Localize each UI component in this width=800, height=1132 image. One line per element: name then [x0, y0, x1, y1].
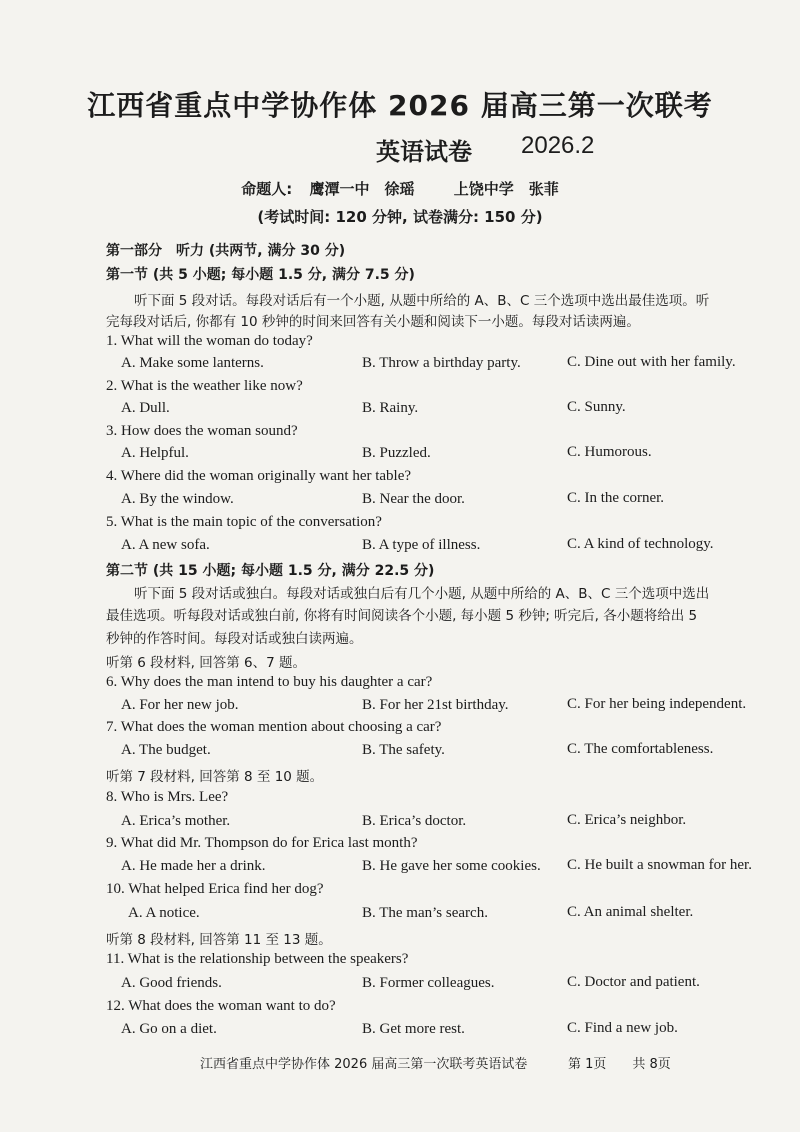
- exam-time-info: (考试时间: 120 分钟, 试卷满分: 150 分): [257, 208, 543, 226]
- question-8: 8. Who is Mrs. Lee?: [106, 789, 229, 805]
- q10-option-b: B. The man’s search.: [362, 905, 488, 921]
- q3-option-c: C. Humorous.: [567, 444, 652, 460]
- exam-subject: 英语试卷: [376, 138, 472, 166]
- footer-exam-name: 江西省重点中学协作体 2026 届高三第一次联考英语试卷: [200, 1057, 528, 1072]
- q9-option-a: A. He made her a drink.: [121, 858, 266, 874]
- q1-option-b: B. Throw a birthday party.: [362, 355, 521, 371]
- footer-page-number: 第 1页 共 8页: [568, 1057, 671, 1072]
- q1-option-a: A. Make some lanterns.: [121, 355, 264, 371]
- part1-heading: 第一部分 听力 (共两节, 满分 30 分): [106, 243, 346, 259]
- material-7-instruction: 听第 7 段材料, 回答第 8 至 10 题。: [106, 769, 324, 785]
- question-2: 2. What is the weather like now?: [106, 378, 303, 394]
- exam-date: 2026.2: [521, 132, 595, 159]
- q7-option-a: A. The budget.: [121, 742, 211, 758]
- q9-option-c: C. He built a snowman for her.: [567, 857, 752, 873]
- q11-option-c: C. Doctor and patient.: [567, 974, 700, 990]
- q2-option-c: C. Sunny.: [567, 399, 626, 415]
- q3-option-a: A. Helpful.: [121, 445, 189, 461]
- section2-heading: 第二节 (共 15 小题; 每小题 1.5 分, 满分 22.5 分): [106, 563, 435, 579]
- q11-option-a: A. Good friends.: [121, 975, 222, 991]
- author-1: 鹰潭一中 徐瑶: [309, 180, 415, 198]
- question-6: 6. Why does the man intend to buy his daughter a car?: [106, 674, 433, 690]
- q10-option-c: C. An animal shelter.: [567, 904, 694, 920]
- section1-instructions-line2: 完每段对话后, 你都有 10 秒钟的时间来回答有关小题和阅读下一小题。每段对话读两遍。: [106, 314, 640, 330]
- q11-option-b: B. Former colleagues.: [362, 975, 495, 991]
- q5-option-b: B. A type of illness.: [362, 537, 481, 553]
- q12-option-a: A. Go on a diet.: [121, 1021, 217, 1037]
- section1-instructions-line1: 听下面 5 段对话。每段对话后有一个小题, 从题中所给的 A、B、C 三个选项中选出最佳选项。听: [134, 293, 710, 309]
- section2-instructions-line1: 听下面 5 段对话或独白。每段对话或独白后有几个小题, 从题中所给的 A、B、C 三个选项中选出: [134, 586, 710, 602]
- q4-option-b: B. Near the door.: [362, 491, 465, 507]
- q1-option-c: C. Dine out with her family.: [567, 354, 736, 370]
- q7-option-b: B. The safety.: [362, 742, 445, 758]
- q8-option-b: B. Erica’s doctor.: [362, 813, 467, 829]
- q6-option-c: C. For her being independent.: [567, 696, 747, 712]
- question-1: 1. What will the woman do today?: [106, 333, 313, 349]
- q4-option-c: C. In the corner.: [567, 490, 665, 506]
- question-5: 5. What is the main topic of the conversation?: [106, 514, 382, 530]
- q10-option-a: A. A notice.: [128, 905, 200, 921]
- q6-option-a: A. For her new job.: [121, 697, 239, 713]
- q5-option-a: A. A new sofa.: [121, 537, 210, 553]
- q8-option-a: A. Erica’s mother.: [121, 813, 231, 829]
- section1-heading: 第一节 (共 5 小题; 每小题 1.5 分, 满分 7.5 分): [106, 267, 415, 283]
- exam-title: 江西省重点中学协作体 2026 届高三第一次联考: [87, 89, 713, 122]
- question-12: 12. What does the woman want to do?: [106, 998, 336, 1014]
- q12-option-b: B. Get more rest.: [362, 1021, 465, 1037]
- q9-option-b: B. He gave her some cookies.: [362, 858, 541, 874]
- question-3: 3. How does the woman sound?: [106, 423, 298, 439]
- section2-instructions-line3: 秒钟的作答时间。每段对话或独白读两遍。: [106, 631, 363, 647]
- authors-line: [0, 178, 800, 199]
- q5-option-c: C. A kind of technology.: [567, 536, 714, 552]
- q2-option-a: A. Dull.: [121, 400, 170, 416]
- q7-option-c: C. The comfortableness.: [567, 741, 714, 757]
- question-9: 9. What did Mr. Thompson do for Erica last month?: [106, 835, 418, 851]
- section2-instructions-line2: 最佳选项。听每段对话或独白前, 你将有时间阅读各个小题, 每小题 5 秒钟; 听完后, 各小题将给出 5: [106, 608, 698, 624]
- authors-label: 命题人:: [241, 180, 293, 198]
- q3-option-b: B. Puzzled.: [362, 445, 431, 461]
- material-8-instruction: 听第 8 段材料, 回答第 11 至 13 题。: [106, 932, 332, 948]
- q8-option-c: C. Erica’s neighbor.: [567, 812, 687, 828]
- question-7: 7. What does the woman mention about choosing a car?: [106, 719, 442, 735]
- q12-option-c: C. Find a new job.: [567, 1020, 678, 1036]
- q6-option-b: B. For her 21st birthday.: [362, 697, 509, 713]
- q4-option-a: A. By the window.: [121, 491, 234, 507]
- question-11: 11. What is the relationship between the speakers?: [106, 951, 409, 967]
- question-4: 4. Where did the woman originally want her table?: [106, 468, 412, 484]
- material-6-instruction: 听第 6 段材料, 回答第 6、7 题。: [106, 655, 307, 671]
- q2-option-b: B. Rainy.: [362, 400, 419, 416]
- author-2: 上饶中学 张菲: [453, 180, 559, 198]
- question-10: 10. What helped Erica find her dog?: [106, 881, 324, 897]
